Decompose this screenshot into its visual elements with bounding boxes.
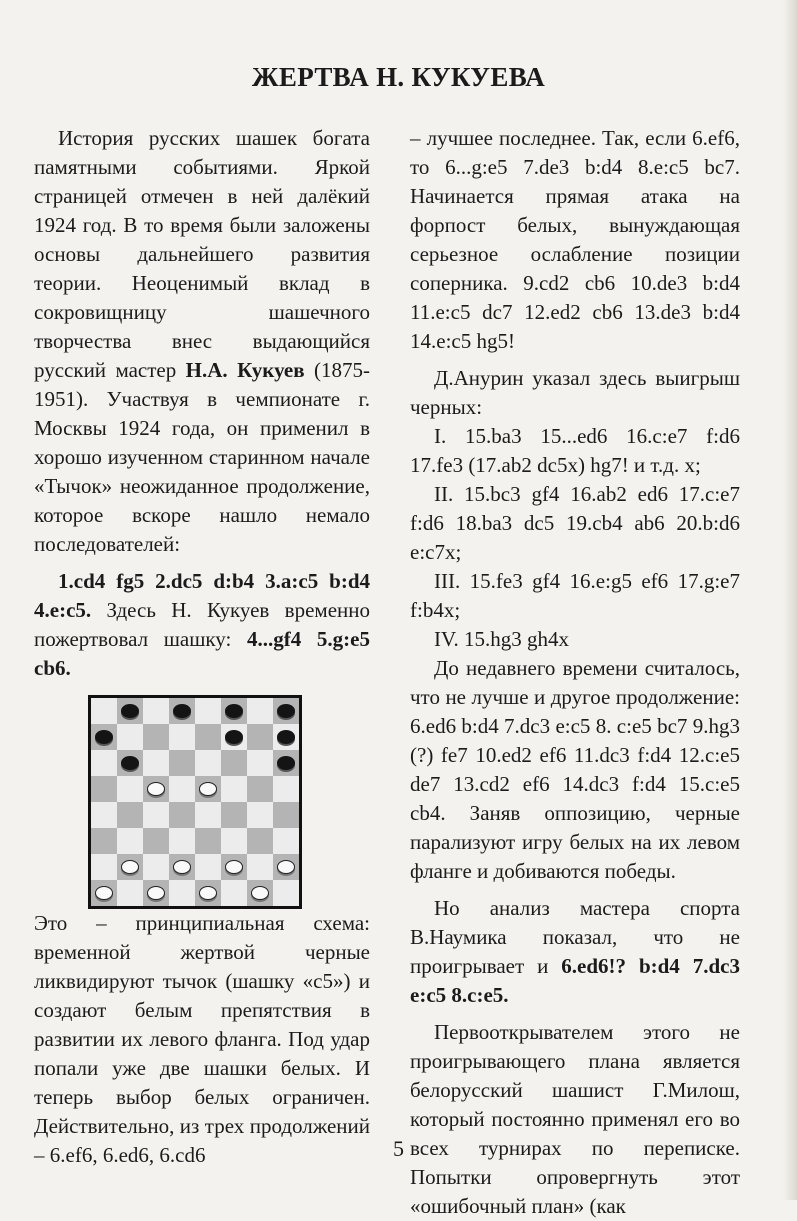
intro-text: История русских шашек богата памятными событиями. Яркой страницей отмечен в ней далёкий 1924 год. В то время были заложены основы дальнейшего развития теории. Неоценимый вклад в сокровищницу шашечного творчества внес выдающийся русский мастер: [34, 126, 370, 382]
board-square: [221, 724, 247, 750]
board-square: [273, 880, 299, 906]
black-checker: [95, 730, 113, 744]
white-checker: [147, 782, 165, 796]
white-checker: [173, 860, 191, 874]
moves-comment: Здесь Н. Кукуев временно пожертвовал шашку:: [34, 598, 370, 651]
board-square: [273, 776, 299, 802]
history-paragraph: До недавнего времени считалось, что не лучше и другое продолжение: 6.ed6 b:d4 7.dc3 e:c5 8. c:e5 bc7 9.hg3 (?) fe7 10.ed2 ef6 11.dc3 f:d4 12.c:e5 de7 13.cd2 ef6 14.dc3 f:d4 15.c:e5 cb4. Заняв оппозицию, черные парализуют игру белых на их левом фланге и добиваются победы.: [410, 656, 740, 883]
board-square: [195, 828, 221, 854]
black-checker: [173, 704, 191, 718]
board-square: [221, 854, 247, 880]
moves-main: 1.cd4 fg5 2.dc5 d:b4 3.a:c5 b:d4 4.e:c5.: [34, 569, 370, 622]
black-checker: [277, 704, 295, 718]
board-square: [169, 802, 195, 828]
variation-4: IV. 15.hg3 gh4x: [434, 627, 569, 651]
board-square: [117, 776, 143, 802]
board-square: [221, 750, 247, 776]
white-checker: [225, 860, 243, 874]
board-square: [91, 750, 117, 776]
white-checker: [95, 886, 113, 900]
analysis-moves: 6.ed6!? b:d4 7.dc3 e:c5 8.c:e5.: [410, 954, 740, 1007]
page-number: 5: [393, 1136, 404, 1161]
board-square: [169, 854, 195, 880]
board-square: [169, 828, 195, 854]
variation-2: II. 15.bc3 gf4 16.ab2 ed6 17.c:e7 f:d6 18.ba3 dc5 19.cb4 ab6 20.b:d6 e:c7x;: [410, 482, 740, 564]
moves-sacrifice: 4...gf4 5.g:e5 cb6.: [34, 627, 370, 680]
analysis-text: Но анализ мастера спорта В.Наумика показал, что не проигрывает и: [410, 896, 740, 978]
variation-3: III. 15.fe3 gf4 16.e:g5 ef6 17.g:e7 f:b4x;: [410, 569, 740, 622]
board-square: [117, 750, 143, 776]
board-square: [247, 750, 273, 776]
intro-text-cont: (1875-1951). Участвуя в чемпионате г. Москвы 1924 года, он применил в хорошо изученном старинном начале «Тычок» неожиданное продолжение, которое вскоре нашло немало последователей:: [34, 358, 370, 556]
board-square: [221, 698, 247, 724]
analysis-paragraph: [410, 894, 740, 1010]
white-checker: [251, 886, 269, 900]
scheme-paragraph: Это – принципиальная схема: временной жертвой черные ликвидируют тычок (шашку «с5») и создают белым препятствия в развитии их левого фланга. Под удар попали уже две шашки белых. И теперь выбор белых ограничен. Действительно, из трех продолжений – 6.ef6, 6.ed6, 6.cd6: [34, 911, 370, 1167]
board-square: [143, 828, 169, 854]
black-checker: [277, 756, 295, 770]
page-title: ЖЕРТВА Н. КУКУЕВА: [251, 62, 546, 92]
board-square: [143, 776, 169, 802]
intro-paragraph: [34, 124, 370, 559]
board-square: [247, 698, 273, 724]
variation-1: I. 15.ba3 15...ed6 16.c:e7 f:d6 17.fe3 (17.ab2 dc5x) hg7! и т.д. х;: [410, 424, 740, 477]
black-checker: [225, 730, 243, 744]
moves-paragraph: [34, 567, 370, 683]
board-square: [169, 698, 195, 724]
checkers-board: [88, 695, 302, 909]
board-square: [91, 724, 117, 750]
board-square: [143, 698, 169, 724]
board-square: [273, 698, 299, 724]
board-square: [273, 854, 299, 880]
white-checker: [277, 860, 295, 874]
board-square: [91, 880, 117, 906]
white-checker: [121, 860, 139, 874]
board-square: [247, 724, 273, 750]
checkers-diagram: [88, 695, 302, 909]
white-checker: [147, 886, 165, 900]
left-column: [34, 124, 370, 1170]
board-square: [91, 802, 117, 828]
board-square: [169, 776, 195, 802]
black-checker: [121, 704, 139, 718]
board-square: [169, 750, 195, 776]
board-square: [273, 724, 299, 750]
board-square: [143, 750, 169, 776]
right-column: [410, 124, 740, 1221]
white-checker: [199, 782, 217, 796]
board-square: [117, 802, 143, 828]
board-square: [117, 724, 143, 750]
author-name: Н.А. Кукуев: [185, 358, 305, 382]
board-square: [143, 880, 169, 906]
board-square: [195, 698, 221, 724]
black-checker: [225, 704, 243, 718]
anurin-paragraph: Д.Анурин указал здесь выигрыш черных:: [410, 366, 740, 419]
board-square: [273, 828, 299, 854]
board-square: [117, 828, 143, 854]
black-checker: [121, 756, 139, 770]
board-square: [143, 802, 169, 828]
white-checker: [199, 886, 217, 900]
black-checker: [277, 730, 295, 744]
board-square: [273, 750, 299, 776]
board-square: [143, 854, 169, 880]
board-square: [91, 776, 117, 802]
board-square: [247, 776, 273, 802]
board-square: [247, 802, 273, 828]
board-square: [91, 698, 117, 724]
board-square: [247, 880, 273, 906]
board-square: [143, 724, 169, 750]
board-square: [247, 854, 273, 880]
board-square: [91, 854, 117, 880]
board-square: [247, 828, 273, 854]
board-square: [195, 880, 221, 906]
board-square: [169, 724, 195, 750]
board-square: [221, 880, 247, 906]
board-square: [221, 802, 247, 828]
board-square: [169, 880, 195, 906]
board-square: [117, 880, 143, 906]
board-square: [195, 802, 221, 828]
board-square: [117, 698, 143, 724]
board-square: [221, 776, 247, 802]
discoverer-paragraph: Первооткрывателем этого не проигрывающего плана является белорусский шашист Г.Милош, который постоянно применял его во всех турнирах по переписке. Попытки опровергнуть этот «ошибочный план» (как: [410, 1020, 740, 1218]
continuation-paragraph: – лучшее последнее. Так, если 6.ef6, то 6...g:e5 7.de3 b:d4 8.e:c5 bc7. Начинается прямая атака на форпост белых, вынуждающая серьезное ослабление позиции соперника. 9.cd2 cb6 10.de3 b:d4 11.e:c5 dc7 12.ed2 cb6 13.de3 b:d4 14.e:c5 hg5!: [410, 126, 740, 353]
board-square: [195, 750, 221, 776]
board-square: [195, 724, 221, 750]
board-square: [195, 854, 221, 880]
board-square: [221, 828, 247, 854]
page-edge: [783, 0, 797, 1200]
board-square: [273, 802, 299, 828]
board-square: [91, 828, 117, 854]
board-square: [195, 776, 221, 802]
board-square: [117, 854, 143, 880]
